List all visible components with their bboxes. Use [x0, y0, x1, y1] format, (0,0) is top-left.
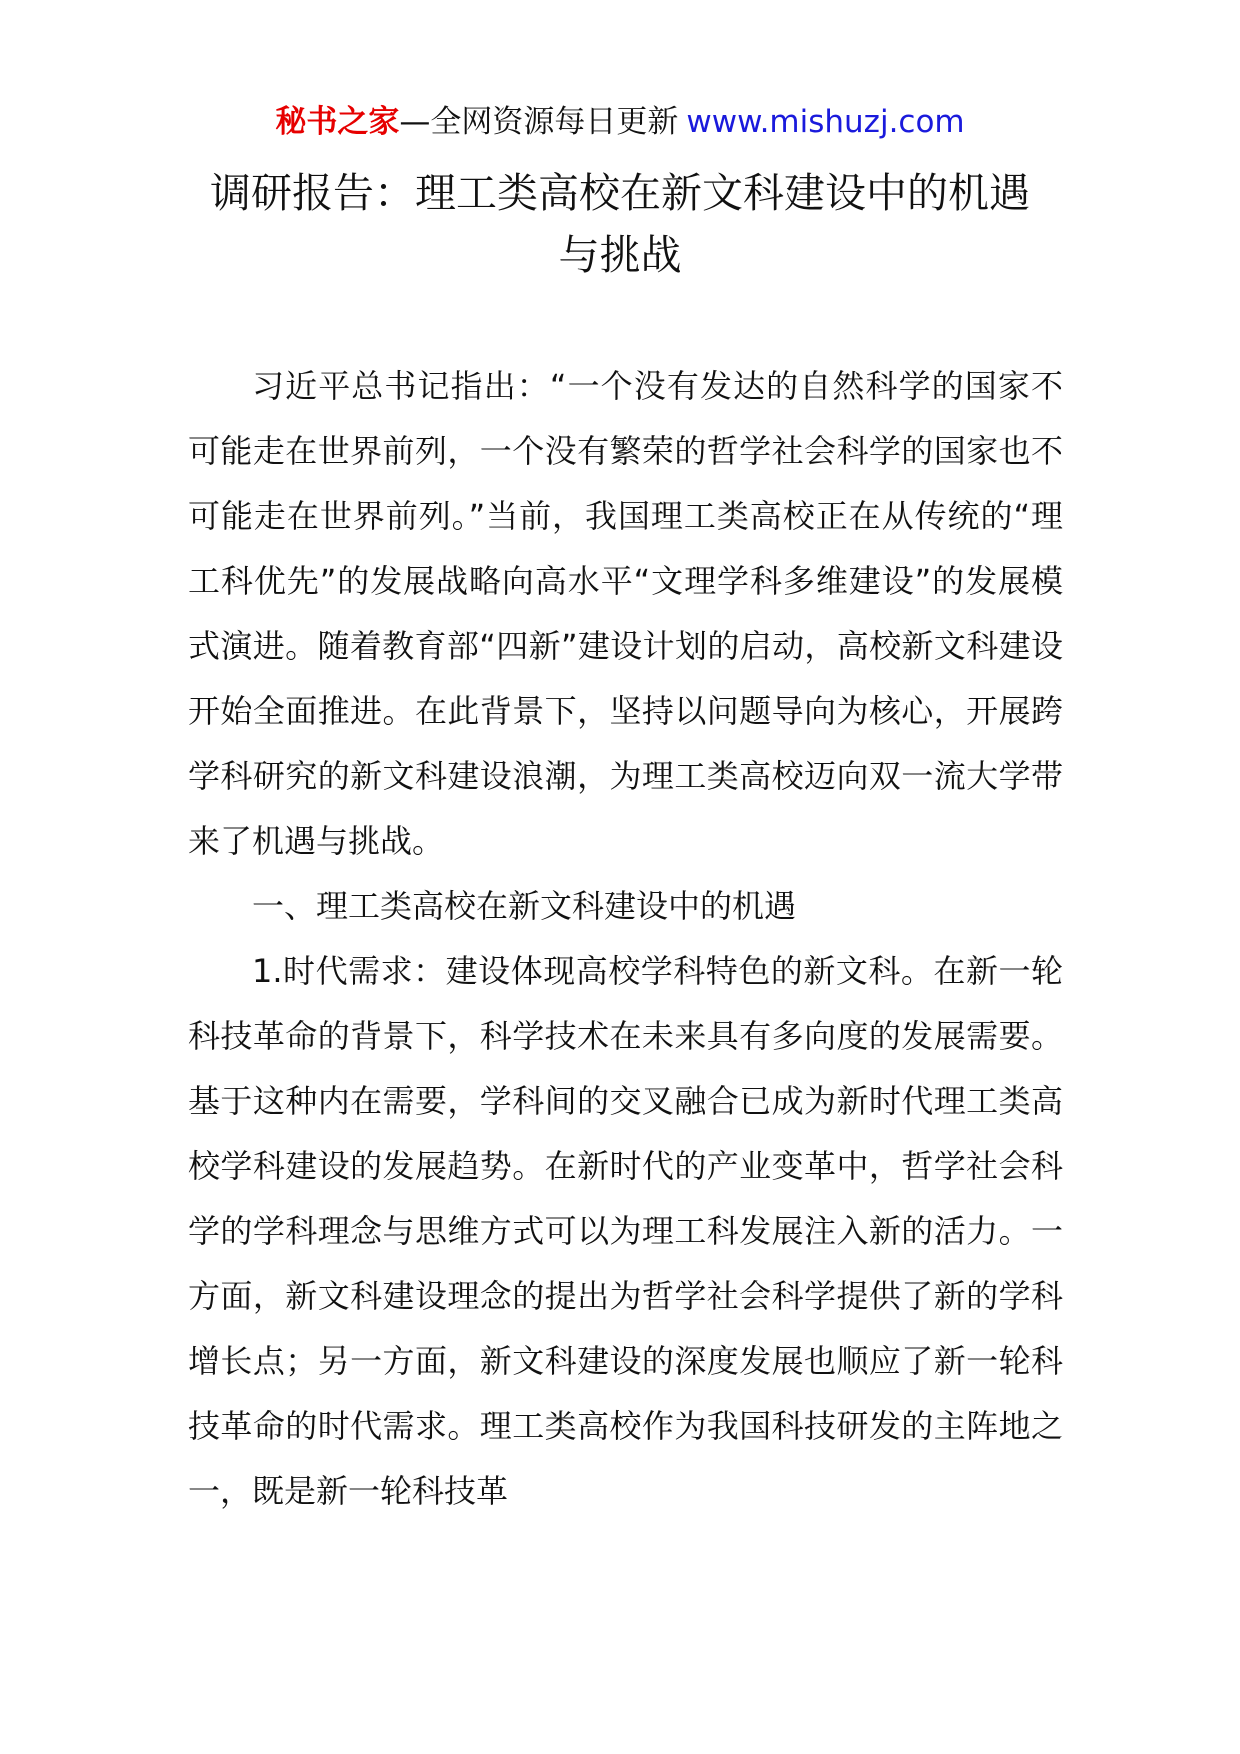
intro-paragraph: 习近平总书记指出：“一个没有发达的自然科学的国家不可能走在世界前列，一个没有繁荣的哲学社会科学的国家也不可能走在世界前列。”当前，我国理工类高校正在从传统的“理工科优先”的发展战略向高水平“文理学科多维建设”的发展模式演进。随着教育部“四新”建设计划的启动，高校新文科建设开始全面推进。在此背景下，坚持以问题导向为核心，开展跨学科研究的新文科建设浪潮，为理工类高校迈向双一流大学带来了机遇与挑战。	[188, 367, 1063, 860]
document-title	[170, 162, 1070, 286]
document-body	[188, 354, 1063, 1524]
site-banner	[0, 100, 1240, 144]
document-title-line-2: 与挑战	[558, 231, 682, 279]
document-title-line-1: 调研报告：理工类高校在新文科建设中的机遇	[210, 169, 1030, 217]
site-url-link[interactable]: www.mishuzj.com	[686, 104, 965, 140]
brand-name: 秘书之家	[275, 104, 400, 140]
section-heading: 一、理工类高校在新文科建设中的机遇	[252, 887, 797, 925]
body-paragraph: 1.时代需求：建设体现高校学科特色的新文科。在新一轮科技革命的背景下，科学技术在未来具有多向度的发展需要。基于这种内在需要，学科间的交叉融合已成为新时代理工类高校学科建设的发展趋势。在新时代的产业变革中，哲学社会科学的学科理念与思维方式可以为理工科发展注入新的活力。一方面，新文科建设理念的提出为哲学社会科学提供了新的学科增长点；另一方面，新文科建设的深度发展也顺应了新一轮科技革命的时代需求。理工类高校作为我国科技研发的主阵地之一，既是新一轮科技革	[188, 952, 1063, 1510]
banner-tagline: —全网资源每日更新	[399, 104, 679, 140]
